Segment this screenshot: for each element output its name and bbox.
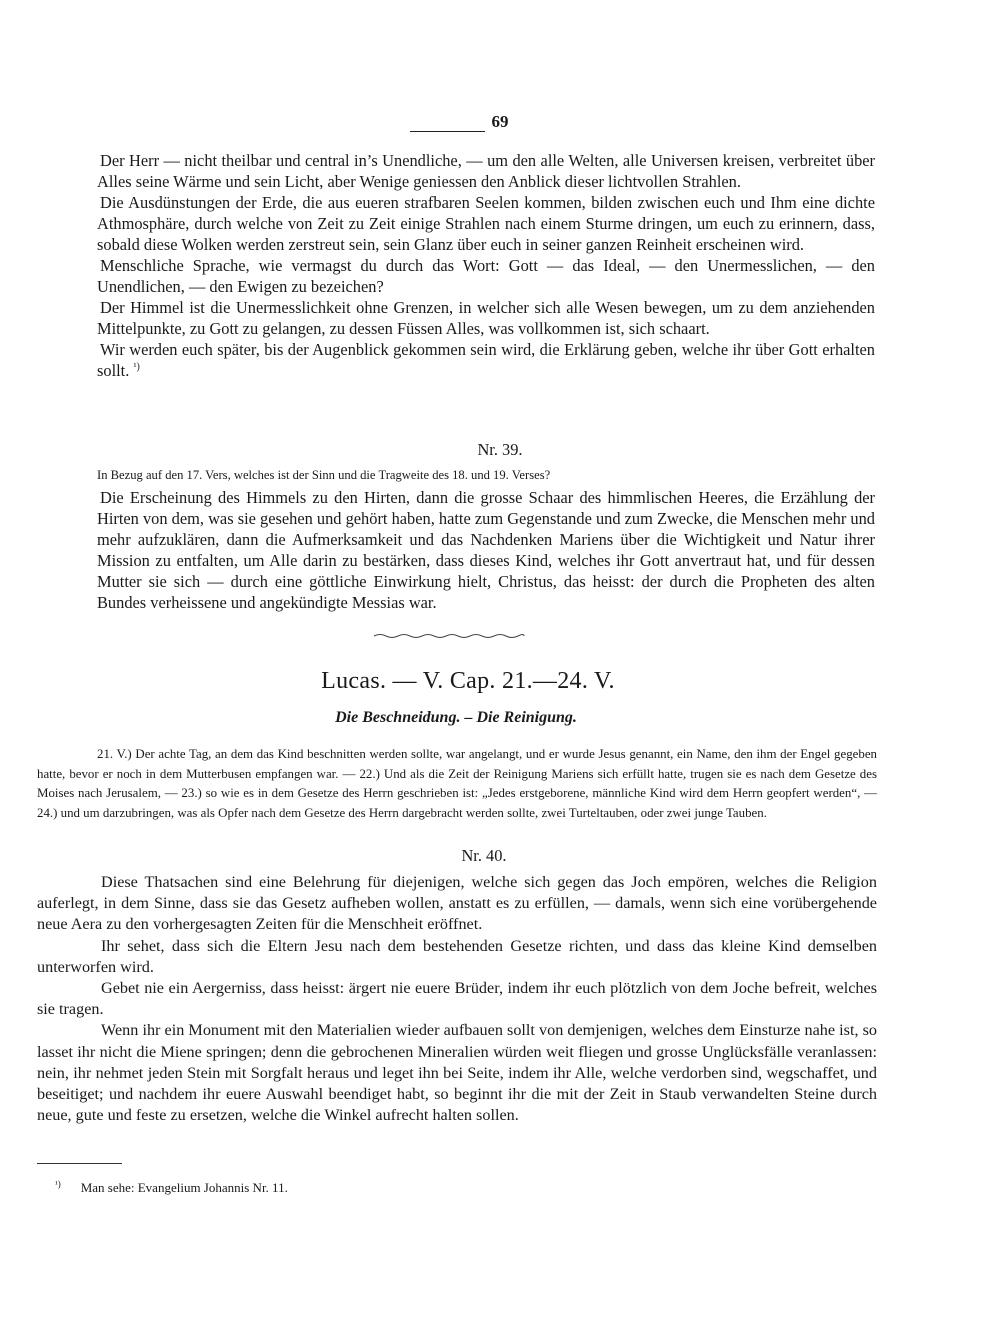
verse-text: 21. V.) Der achte Tag, an dem das Kind beschnitten werden sollte, war angelangt, und er wurde Jesus genannt, ein Name, den ihm der Engel gegeben hatte, bevor er noch in dem Mutterbusen empfangen war. — 22.) Und als die Zeit der Reinigung Mariens sich erfüllt hatte, trugen sie es nach dem Gesetze des Moises nach Jerusalem, — 23.) so wie es in dem Gesetze des Herrn geschrieben ist: „Jedes erstgeborene, männliche Kind wird dem Herrn geopfert werden“, — 24.) und um darzubringen, was als Opfer nach dem Gesetze des Herrn dargebracht werden sollte, zwei Turteltauben, oder zwei junge Tauben. bbox=[37, 747, 877, 820]
paragraph: Ihr sehet, dass sich die Eltern Jesu nach dem bestehenden Gesetze richten, und dass das kleine Kind demselben unterworfen wird. bbox=[37, 936, 877, 976]
paragraph: Diese Thatsachen sind eine Belehrung für diejenigen, welche sich gegen das Joch empören, welches die Religion auferlegt, in dem Sinne, dass sie das Gesetz aufheben wollen, anstatt es zu erfüllen, — damals, wenn sich eine vorübergehende neue Aera zu den vorhergesagten Zeiten für die Menschheit eröffnet. bbox=[37, 873, 877, 934]
commentary-text-block bbox=[37, 872, 877, 1126]
paragraph: Der Herr — nicht theilbar und central in’s Unendliche, — um den alle Welten, alle Universen kreisen, verbreitet über Alles seine Wärme und sein Licht, aber Wenige geniessen den Anblick dieser lichtvollen Strahlen. bbox=[97, 151, 875, 191]
page-number: 69 bbox=[491, 112, 509, 131]
paragraph-text: Wir werden euch später, bis der Augenblick gekommen sein wird, die Erklärung geben, welche ihr über Gott erhalten sollt. bbox=[97, 340, 875, 380]
section-title: Lucas. — V. Cap. 21.—24. V. bbox=[321, 668, 615, 694]
question-text: In Bezug auf den 17. Vers, welches ist der Sinn und die Tragweite des 18. und 19. Verses? bbox=[97, 468, 551, 482]
footnote-marker: ¹) bbox=[55, 1178, 61, 1189]
paragraph: Wenn ihr ein Monument mit den Materialien wieder aufbauen sollt von demjenigen, welches dem Einsturze nahe ist, so lasset ihr nicht die Miene springen; denn die gebrochenen Mineralien würden weit fliegen und grosse Unglücksfälle veranlassen: nein, ihr nehmet jeden Stein mit Sorgfalt heraus und leget ihn bei Seite, indem ihr Alle, welche verdorben sind, wegschaffet, und beseitiget; und nachdem ihr euere Auswahl beendiget habt, so beginnt ihr die mit der Zeit in Staub verwandelten Steine durch neue, gute und feste zu ersetzen, welche die Winkel aufrecht halten sollen. bbox=[37, 1021, 877, 1125]
paragraph: Gebet nie ein Aergerniss, dass heisst: ärgert nie euere Brüder, indem ihr euch plötzlich von dem Joche befreit, welches sie tragen. bbox=[37, 979, 877, 1019]
section-number-40: Nr. 40. bbox=[461, 846, 507, 865]
opening-text-block bbox=[97, 150, 875, 381]
section-number-39: Nr. 39. bbox=[477, 440, 523, 459]
paragraph: Menschliche Sprache, wie vermagst du durch das Wort: Gott — das Ideal, — den Unermesslichen, — den Unendlichen, — den Ewigen zu bezeichen? bbox=[97, 256, 875, 296]
page-number-rule bbox=[410, 131, 485, 132]
section-subtitle: Die Beschneidung. – Die Reinigung. bbox=[335, 709, 577, 726]
paragraph bbox=[97, 339, 875, 381]
paragraph: Die Erscheinung des Himmels zu den Hirten, dann die grosse Schaar des himmlischen Heeres, die Erzählung der Hirten von dem, was sie gesehen und gehört haben, hatte zum Gegenstande und zum Zwecke, die Menschen mehr und mehr aufzuklären, dann die Aufmerksamkeit und das Nachdenken Mariens über die Wichtigkeit und Natur ihrer Mission zu entfalten, um Alle darin zu bestärken, dass dieses Kind, welches ihr Gott anvertraut hat, und für dessen Mutter sie sich — durch eine göttliche Einwirkung hielt, Christus, das heisst: der durch die Propheten des alten Bundes verheissene und angekündigte Messias war. bbox=[97, 488, 875, 612]
answer-text-block bbox=[97, 487, 875, 613]
footnote-text: Man sehe: Evangelium Johannis Nr. 11. bbox=[80, 1180, 288, 1195]
bible-verses bbox=[37, 745, 877, 823]
footnote bbox=[55, 1180, 288, 1196]
footnote-reference: ¹) bbox=[133, 361, 140, 373]
paragraph: Der Himmel ist die Unermesslichkeit ohne Grenzen, in welcher sich alle Wesen bewegen, um zu dem anziehenden Mittelpunkte, zu Gott zu gelangen, zu dessen Füssen Alles, was vollkommen ist, sich schaart. bbox=[97, 298, 875, 338]
footnote-rule bbox=[37, 1163, 122, 1164]
ornament-divider bbox=[372, 632, 526, 638]
paragraph: Die Ausdünstungen der Erde, die aus eueren strafbaren Seelen kommen, bilden zwischen euch und Ihm eine dichte Athmosphäre, durch welche von Zeit zu Zeit einige Strahlen nach einem Sturme dringen, um euch zu erinnern, dass, sobald diese Wolken werden zerstreut sein, sein Glanz über euch in seiner ganzen Reinheit erscheinen wird. bbox=[97, 193, 875, 254]
